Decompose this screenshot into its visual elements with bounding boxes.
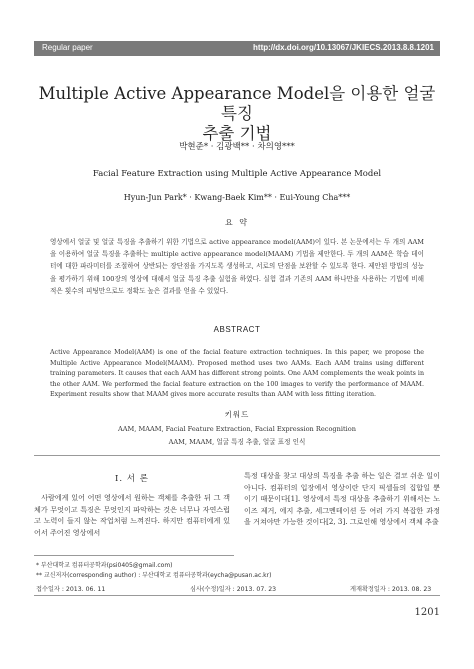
doi-link[interactable]: http://dx.doi.org/10.13067/JKIECS.2013.8.8.1201 <box>253 43 434 52</box>
section-heading-introduction: Ⅰ. 서 론 <box>115 474 149 484</box>
abstract-heading: ABSTRACT <box>213 325 261 334</box>
title-line-2: 추출 기법 <box>202 124 272 143</box>
keywords-heading: 키워드 <box>224 410 250 419</box>
introduction-right-column: 특정 대상을 찾고 대상의 특징을 추출 하는 일은 결코 쉬운 일이 아니다. 컴퓨터의 입장에서 영상이란 단지 픽셀들의 집합일 뿐이기 때문이다[1]. 영상에서 특정 대상을 추출하기 위해서는 노이즈 제거, 에지 추출, 세그멘테이션 등 여러 가지 복잡한 과정을 거쳐야만 가능한 것이다[2, 3]. 그로인해 영상에서 객체 추출 <box>244 471 440 526</box>
footnote-affiliation: * 부산대학교 컴퓨터공학과(psi0405@gmail.com) <box>36 562 173 569</box>
header-bar <box>34 41 440 56</box>
authors-korean: 박현준* · 김광백** · 차의영*** <box>179 142 295 152</box>
received-date: 접수일자 : 2013. 06. 11 <box>36 586 106 593</box>
keywords-korean: AAM, MAAM, 얼굴 특징 추출, 얼굴 표정 인식 <box>168 438 306 446</box>
paper-type-label: Regular paper <box>42 43 93 52</box>
section-divider <box>34 455 440 456</box>
page-number: 1201 <box>414 607 440 618</box>
korean-abstract-heading: 요 약 <box>225 218 249 227</box>
submission-dates <box>34 584 440 594</box>
introduction-left-column: 사람에게 있어 어떤 영상에서 원하는 객체를 추출한 뒤 그 객체가 무엇이고 특징은 무엇인지 파악하는 것은 너무나 자연스럽고 노력이 들지 않는 작업처럼 느껴진다. 하지만 컴퓨터에게 있어서 주어진 영상에서 <box>34 493 230 537</box>
keywords-english: AAM, MAAM, Facial Feature Extraction, Facial Expression Recognition <box>118 425 356 433</box>
paper-title <box>34 84 440 144</box>
english-abstract-text: Active Appearance Model(AAM) is one of the facial feature extraction techniques. In this paper, we propose the Multiple Active Appearance Model(MAAM). Proposed method uses two AAMs. Each AAM trains using different training parameters. It causes that each AAM has different strong points. One AAM complements the weak points in the other AAM. We performed the facial feature extraction on the 100 images to verify the performance of MAAM. Experiment results show that MAAM gives more accurate results than AAM with less fitting iteration. <box>50 349 424 398</box>
accepted-date: 게재확정일자 : 2013. 08. 23 <box>350 586 432 593</box>
authors-english: Hyun-Jun Park* · Kwang-Baek Kim** · Eui-Young Cha*** <box>123 193 351 202</box>
footer-divider <box>34 595 440 596</box>
footnote-divider <box>34 555 234 556</box>
footnote-corresponding-author: ** 교신저자(corresponding author) : 부산대학교 컴퓨터공학과(eycha@pusan.ac.kr) <box>36 572 272 579</box>
revised-date: 심사(수정)일자 : 2013. 07. 23 <box>190 586 277 593</box>
title-english: Facial Feature Extraction using Multiple Active Appearance Model <box>92 169 382 179</box>
korean-abstract-text: 영상에서 얼굴 및 얼굴 특징을 추출하기 위한 기법으로 active appearance model(AAM)이 있다. 본 논문에서는 두 개의 AAM을 이용하여 얼굴 특징을 추출하는 multiple active appearance model(MAAM) 기법을 제안한다. 두 개의 AAM은 학습 데이터에 대한 파라미터를 조절하여 상반되는 장단점을 가지도록 생성하고, 서로의 단점을 보완할 수 있도록 한다. 제안된 방법의 성능을 평가하기 위해 100장의 영상에 대해서 얼굴 특징 추출 실험을 하였다. 실험 결과 기존의 AAM 하나만을 사용하는 기법에 비해 적은 횟수의 피팅만으로도 정확도 높은 결과를 얻을 수 있었다. <box>50 238 424 295</box>
title-line-1: Multiple Active Appearance Model을 이용한 얼굴 특징 <box>38 84 436 123</box>
